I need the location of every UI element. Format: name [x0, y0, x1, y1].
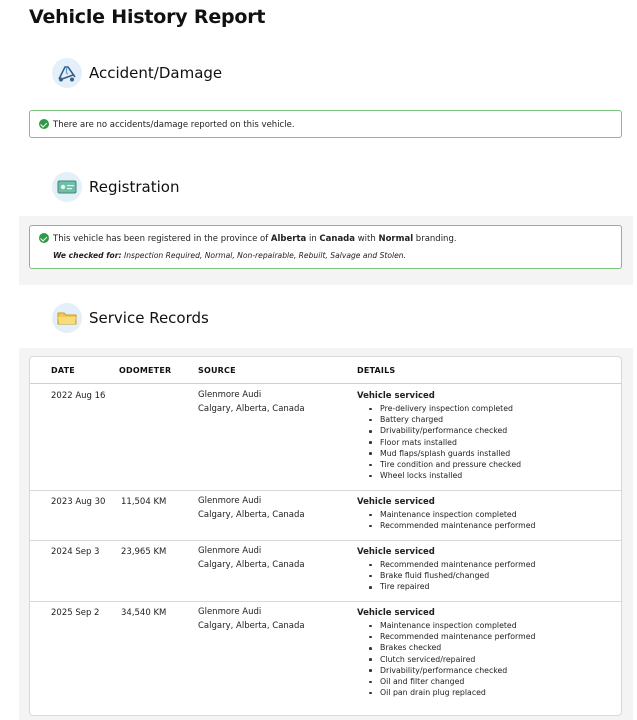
record-date: 2022 Aug 16: [51, 391, 106, 401]
table-row: [30, 541, 621, 602]
header-date: DATE: [51, 366, 75, 375]
registration-section-title: Registration: [89, 178, 180, 196]
detail-item: Brakes checked: [357, 642, 535, 653]
registration-text: with: [355, 234, 379, 244]
accident-section-header: [52, 57, 222, 89]
table-row: [30, 491, 621, 541]
detail-item: Floor mats installed: [357, 437, 521, 448]
detail-item: Recommended maintenance performed: [357, 559, 535, 570]
registration-province: Alberta: [270, 234, 307, 244]
record-details: [357, 391, 521, 481]
table-row: [30, 385, 621, 491]
checked-for-label: We checked for:: [53, 251, 122, 260]
check-circle-icon: [39, 233, 49, 243]
record-details: [357, 497, 535, 531]
record-odometer: 11,504 KM: [121, 497, 167, 507]
header-details: DETAILS: [357, 366, 396, 375]
source-location: Calgary, Alberta, Canada: [198, 621, 305, 631]
record-date: 2024 Sep 3: [51, 547, 100, 557]
source-location: Calgary, Alberta, Canada: [198, 560, 305, 570]
detail-list: [357, 509, 535, 531]
registration-text: This vehicle has been registered in the province of: [53, 234, 271, 244]
registration-country: Canada: [319, 234, 356, 244]
checked-for-line: [39, 251, 621, 260]
detail-list: [357, 559, 535, 593]
registration-card-icon: [52, 172, 82, 202]
detail-item: Recommended maintenance performed: [357, 520, 535, 531]
registration-text: branding.: [413, 234, 457, 244]
detail-item: Oil and filter changed: [357, 676, 535, 687]
detail-item: Maintenance inspection completed: [357, 509, 535, 520]
detail-list: [357, 620, 535, 698]
detail-title: Vehicle serviced: [357, 608, 435, 618]
page-title: Vehicle History Report: [29, 6, 266, 28]
detail-title: Vehicle serviced: [357, 547, 435, 557]
source-location: Calgary, Alberta, Canada: [198, 510, 305, 520]
record-details: [357, 547, 535, 593]
record-details: [357, 608, 535, 698]
registration-section-header: [52, 171, 179, 203]
header-source: SOURCE: [198, 366, 236, 375]
registration-line: [39, 233, 621, 244]
header-odometer: ODOMETER: [119, 366, 172, 375]
source-location: Calgary, Alberta, Canada: [198, 404, 305, 414]
registration-branding: Normal: [378, 234, 414, 244]
detail-item: Drivability/performance checked: [357, 425, 521, 436]
check-circle-icon: [39, 119, 49, 129]
detail-item: Oil pan drain plug replaced: [357, 687, 535, 698]
detail-item: Brake fluid flushed/changed: [357, 570, 535, 581]
record-source: [198, 544, 305, 572]
registration-text: in: [306, 234, 320, 244]
source-name: Glenmore Audi: [198, 496, 262, 506]
record-odometer: 34,540 KM: [121, 608, 167, 618]
table-header: [30, 357, 621, 384]
service-records-table: [29, 356, 622, 716]
detail-item: Tire condition and pressure checked: [357, 459, 521, 470]
record-source: [198, 605, 305, 633]
detail-item: Maintenance inspection completed: [357, 620, 535, 631]
detail-item: Mud flaps/splash guards installed: [357, 448, 521, 459]
detail-item: Drivability/performance checked: [357, 665, 535, 676]
detail-item: Pre-delivery inspection completed: [357, 403, 521, 414]
accident-notice-text: There are no accidents/damage reported on this vehicle.: [53, 120, 295, 130]
detail-item: Recommended maintenance performed: [357, 631, 535, 642]
record-source: [198, 388, 305, 416]
source-name: Glenmore Audi: [198, 607, 262, 617]
tow-truck-icon: [52, 58, 82, 88]
table-row: [30, 602, 621, 716]
detail-list: [357, 403, 521, 481]
detail-item: Wheel locks installed: [357, 470, 521, 481]
registration-notice: [29, 225, 622, 269]
source-name: Glenmore Audi: [198, 390, 262, 400]
accident-notice: [29, 110, 622, 138]
detail-item: Tire repaired: [357, 581, 535, 592]
record-source: [198, 494, 305, 522]
detail-title: Vehicle serviced: [357, 391, 435, 401]
record-date: 2025 Sep 2: [51, 608, 100, 618]
accident-section-title: Accident/Damage: [89, 64, 223, 82]
service-section-header: [52, 302, 209, 334]
record-date: 2023 Aug 30: [51, 497, 106, 507]
checked-for-items: Inspection Required, Normal, Non-repairable, Rebuilt, Salvage and Stolen.: [121, 251, 407, 260]
detail-item: Battery charged: [357, 414, 521, 425]
folder-icon: [52, 303, 82, 333]
detail-item: Clutch serviced/repaired: [357, 654, 535, 665]
record-odometer: 23,965 KM: [121, 547, 167, 557]
service-section-title: Service Records: [89, 309, 209, 327]
detail-title: Vehicle serviced: [357, 497, 435, 507]
source-name: Glenmore Audi: [198, 546, 262, 556]
